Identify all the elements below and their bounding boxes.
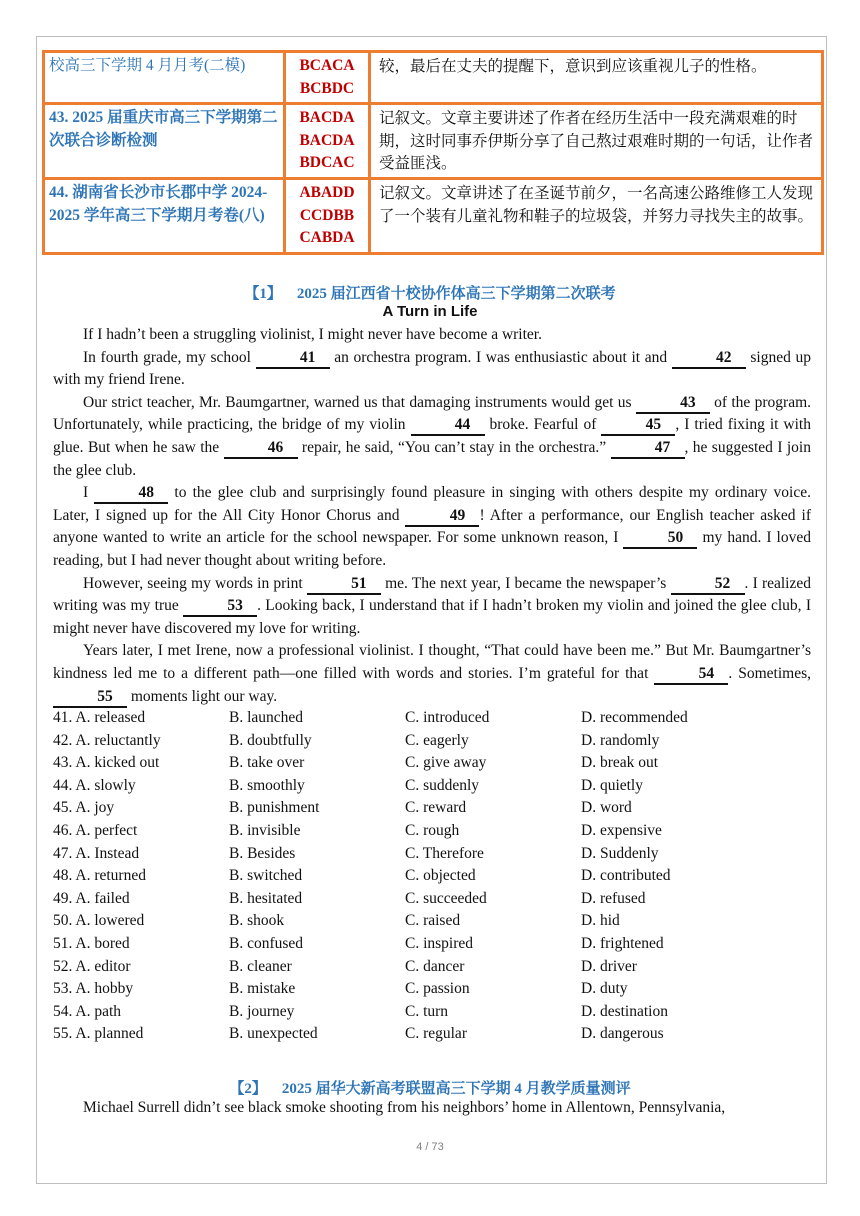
table-row <box>44 179 823 254</box>
answers-cell <box>285 104 370 179</box>
source-cell <box>44 52 285 104</box>
passage-text: an orchestra program. I was enthusiastic about it and <box>329 348 672 366</box>
option-d: D. Suddenly <box>581 844 659 862</box>
blank-47: 47 <box>611 439 685 459</box>
paragraph <box>53 392 811 482</box>
section-title: 2025 届华大新高考联盟高三下学期 4 月教学质量测评 <box>281 1081 631 1097</box>
option-c: C. rough <box>405 821 460 839</box>
option-b: B. invisible <box>229 821 301 839</box>
option-row <box>53 956 813 979</box>
option-a: 48. A. returned <box>53 867 146 885</box>
passage-text: broke. Fearful of <box>484 416 602 434</box>
passage-text: ! After a performance, our English teacher asked if anyone wanted to write an article for the school newspaper. For some unknown reason, I <box>53 506 811 547</box>
source-text: 44. 湖南省长沙市长郡中学 2024-2025 学年高三下学期月考卷(八) <box>49 184 268 224</box>
blank-42: 42 <box>672 349 746 369</box>
option-c: C. regular <box>405 1025 467 1043</box>
passage-text: Our strict teacher, Mr. Baumgartner, warned us that damaging instruments would get us <box>83 393 636 411</box>
option-b: B. hesitated <box>229 889 303 907</box>
option-row <box>53 707 813 730</box>
summary-cell <box>370 104 823 179</box>
option-c: C. inspired <box>405 934 474 952</box>
option-b: B. smoothly <box>229 776 305 794</box>
passage-text: moments light our way. <box>127 687 278 705</box>
option-a: 52. A. editor <box>53 957 131 975</box>
option-row <box>53 1023 813 1046</box>
blank-53: 53 <box>183 597 257 617</box>
passage-text: to the glee club and surprisingly found pleasure in singing with others despite my ordinary voice. Later, I signed up for the All City Honor Chorus and <box>53 484 811 524</box>
section-number: 【2】 <box>229 1081 267 1097</box>
section-2-heading <box>0 1077 860 1098</box>
passage-text: Years later, I met Irene, now a professional violinist. I thought, “That could have been me.” But Mr. Baumgartner’s kindness led me to a different path—one filled with words and stories. I’m grateful for that <box>53 642 811 682</box>
option-c: C. dancer <box>405 957 465 975</box>
paragraph <box>53 573 811 641</box>
passage-text: In fourth grade, my school <box>83 348 256 366</box>
answers-cell <box>285 52 370 104</box>
blank-45: 45 <box>601 416 675 436</box>
option-d: D. randomly <box>581 731 660 749</box>
option-c: C. eagerly <box>405 731 469 749</box>
option-b: B. unexpected <box>229 1025 318 1043</box>
story-title: A Turn in Life <box>382 303 478 320</box>
option-a: 44. A. slowly <box>53 776 136 794</box>
option-a: 49. A. failed <box>53 889 130 907</box>
option-a: 41. A. released <box>53 709 146 726</box>
option-d: D. dangerous <box>581 1025 664 1043</box>
passage-text: me. The next year, I became the newspaper’s <box>380 574 671 592</box>
option-d: D. contributed <box>581 867 671 885</box>
option-row <box>53 978 813 1001</box>
blank-48: 48 <box>94 484 168 504</box>
section-title: 2025 届江西省十校协作体高三下学期第二次联考 <box>296 286 616 302</box>
option-row <box>53 933 813 956</box>
option-row <box>53 730 813 753</box>
blank-46: 46 <box>224 439 298 459</box>
option-b: B. shook <box>229 912 285 930</box>
option-c: C. introduced <box>405 709 490 726</box>
option-c: C. raised <box>405 912 461 930</box>
option-a: 51. A. bored <box>53 934 130 952</box>
option-d: D. refused <box>581 889 646 907</box>
option-row <box>53 820 813 843</box>
summary-text: 较，最后在丈夫的提醒下，意识到应该重视儿子的性格。 <box>379 57 767 75</box>
passage-text: , he suggested I join the glee club. <box>53 438 811 479</box>
blank-50: 50 <box>623 529 697 549</box>
option-d: D. hid <box>581 912 620 930</box>
blank-51: 51 <box>307 575 381 595</box>
option-a: 47. A. Instead <box>53 844 140 862</box>
answers-cell <box>285 179 370 254</box>
option-b: B. switched <box>229 867 303 885</box>
option-c: C. objected <box>405 867 476 885</box>
option-d: D. frightened <box>581 934 664 952</box>
page-number: 4 / 73 <box>416 1141 444 1153</box>
option-row <box>53 1001 813 1024</box>
table-row <box>44 52 823 104</box>
paragraph <box>53 640 811 708</box>
blank-54: 54 <box>654 665 728 685</box>
summary-cell <box>370 52 823 104</box>
option-d: D. break out <box>581 754 659 772</box>
option-b: B. cleaner <box>229 957 292 975</box>
passage-text: . Sometimes, <box>728 664 812 682</box>
blank-52: 52 <box>671 575 745 595</box>
option-d: D. expensive <box>581 821 662 839</box>
section-1-heading <box>0 282 860 303</box>
answer-line: CABDA <box>299 229 355 246</box>
option-b: B. mistake <box>229 980 296 998</box>
blank-49: 49 <box>405 507 479 527</box>
blank-44: 44 <box>411 416 485 436</box>
option-a: 45. A. joy <box>53 799 115 817</box>
option-row <box>53 752 813 775</box>
table-row <box>44 104 823 179</box>
option-a: 53. A. hobby <box>53 980 134 998</box>
option-a: 55. A. planned <box>53 1025 144 1043</box>
option-c: C. suddenly <box>405 776 480 794</box>
passage-text: signed up with my friend Irene. <box>53 348 811 389</box>
option-a: 42. A. reluctantly <box>53 731 161 749</box>
option-c: C. reward <box>405 799 467 817</box>
passage-text: . I realized writing was my true <box>53 574 811 615</box>
source-cell <box>44 104 285 179</box>
option-b: B. journey <box>229 1002 295 1020</box>
source-cell <box>44 179 285 254</box>
blank-41: 41 <box>256 349 330 369</box>
option-row <box>53 865 813 888</box>
option-b: B. doubtfully <box>229 731 312 749</box>
passage-text: repair, he said, “You can’t stay in the orchestra.” <box>297 438 611 456</box>
passage-text: of the program. Unfortunately, while practicing, the bridge of my violin <box>53 393 812 434</box>
cloze-passage <box>53 324 811 708</box>
option-d: D. driver <box>581 957 637 975</box>
option-c: C. passion <box>405 980 470 998</box>
source-text: 43. 2025 届重庆市高三下学期第二次联合诊断检测 <box>49 109 278 149</box>
option-a: 43. A. kicked out <box>53 754 160 772</box>
option-a: 46. A. perfect <box>53 821 138 839</box>
summary-cell <box>370 179 823 254</box>
option-b: B. punishment <box>229 799 320 817</box>
summary-text: 记叙文。文章主要讲述了作者在经历生活中一段充满艰难的时期，这时同事乔伊斯分享了自己熬过艰难时期的一句话，让作者受益匪浅。 <box>379 109 814 172</box>
option-a: 50. A. lowered <box>53 912 145 930</box>
passage-text: . Looking back, I understand that if I hadn’t broken my violin and joined the glee club, I might never have discovered my love for writing. <box>53 597 811 637</box>
passage-2-first-line: Michael Surrell didn’t see black smoke shooting from his neighbors’ home in Allentown, Pennsylvania, <box>83 1099 726 1116</box>
passage-text: I <box>83 484 95 502</box>
answer-line: BACDA <box>299 131 355 149</box>
summary-text: 记叙文。文章讲述了在圣诞节前夕，一名高速公路维修工人发现了一个装有儿童礼物和鞋子的垃圾袋，并努力寻找失主的故事。 <box>379 184 814 225</box>
blank-55: 55 <box>53 688 127 708</box>
passage-text: my hand. I loved reading, but I had never thought about writing before. <box>53 529 811 569</box>
paragraph <box>53 347 811 392</box>
option-d: D. word <box>581 799 632 817</box>
paragraph <box>53 482 811 572</box>
option-b: B. confused <box>229 934 304 952</box>
option-b: B. Besides <box>229 844 296 862</box>
paragraph: If I hadn’t been a struggling violinist, I might never have become a writer. <box>83 326 542 343</box>
option-row <box>53 843 813 866</box>
option-a: 54. A. path <box>53 1002 122 1020</box>
option-c: C. give away <box>405 754 487 772</box>
answer-line: BCBDC <box>299 79 355 97</box>
option-d: D. quietly <box>581 776 643 794</box>
answer-line: BCACA <box>299 57 355 74</box>
option-c: C. succeeded <box>405 889 487 907</box>
option-b: B. take over <box>229 754 305 772</box>
option-c: C. turn <box>405 1002 449 1020</box>
option-row <box>53 910 813 933</box>
section-number: 【1】 <box>244 286 282 302</box>
option-c: C. Therefore <box>405 844 484 862</box>
answer-line: ABADD <box>299 184 355 201</box>
option-d: D. recommended <box>581 709 688 726</box>
answer-table <box>42 50 824 255</box>
options-list <box>53 707 813 1046</box>
option-row <box>53 888 813 911</box>
answer-line: CCDBB <box>299 206 355 224</box>
source-text: 校高三下学期 4 月月考(二模) <box>49 57 246 74</box>
answer-line: BDCAC <box>299 154 355 171</box>
answer-line: BACDA <box>299 109 355 126</box>
option-b: B. launched <box>229 709 304 726</box>
passage-text: , I tried fixing it with glue. But when he saw the <box>53 416 811 456</box>
option-d: D. destination <box>581 1002 668 1020</box>
passage-text: However, seeing my words in print <box>83 574 307 592</box>
blank-43: 43 <box>636 394 710 414</box>
option-d: D. duty <box>581 980 628 998</box>
option-row <box>53 775 813 798</box>
option-row <box>53 797 813 820</box>
